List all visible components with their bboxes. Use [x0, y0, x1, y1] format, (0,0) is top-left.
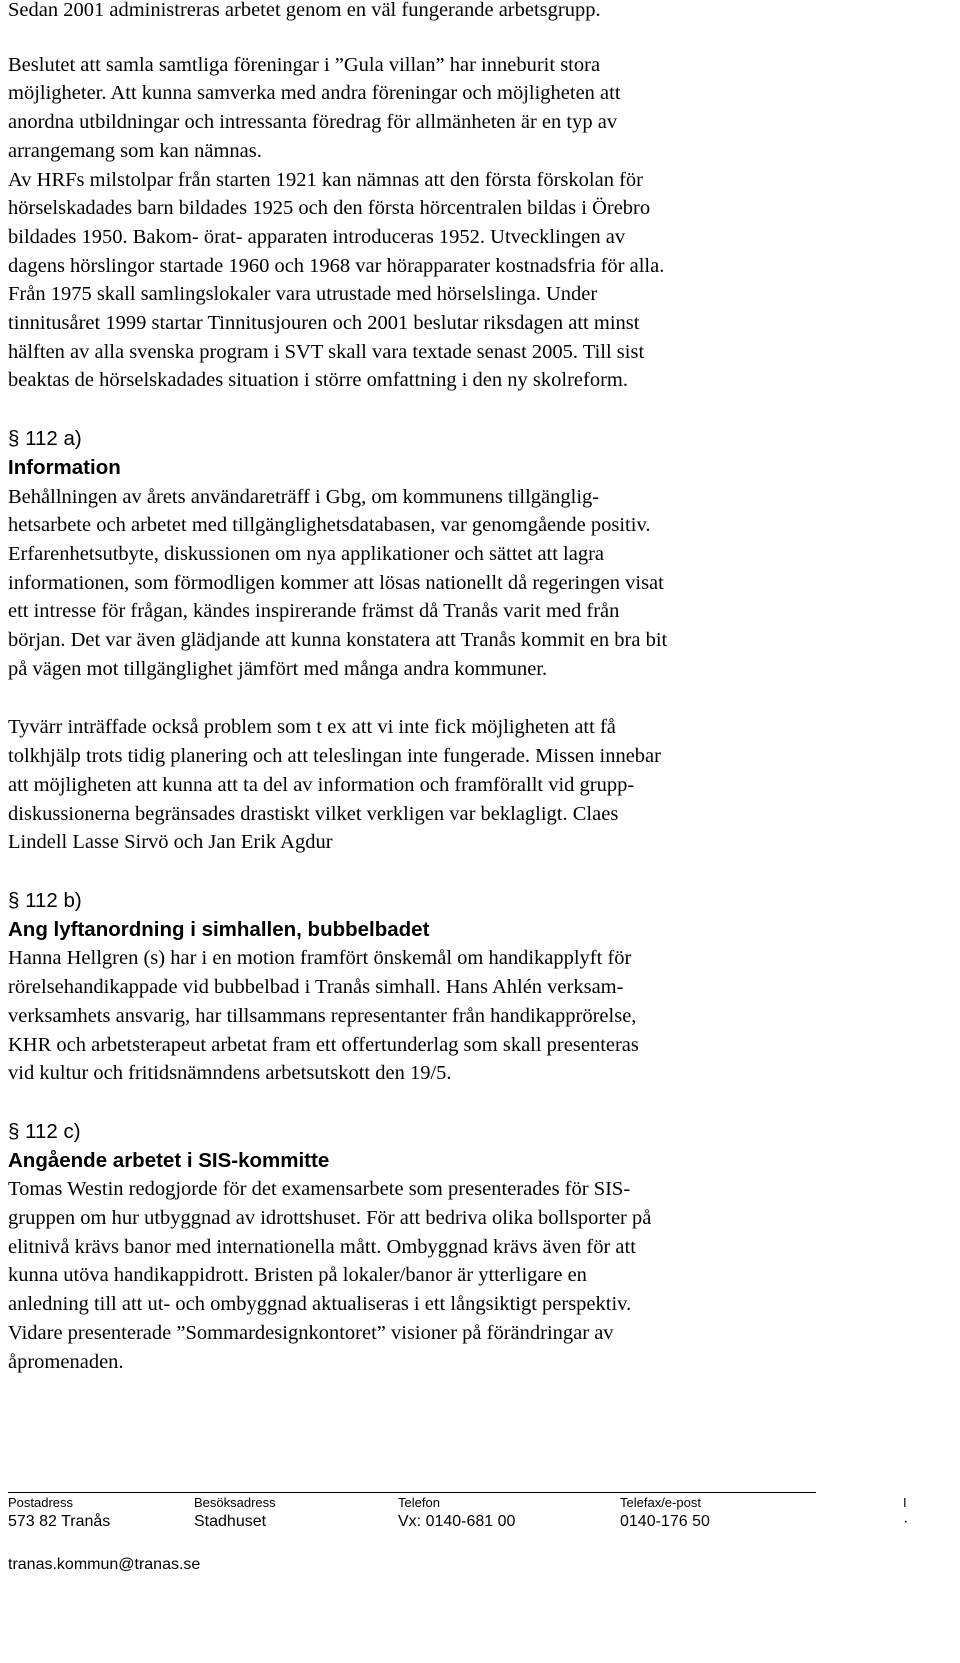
footer-postadress-label: Postadress [8, 1495, 74, 1510]
text-line: Sedan 2001 administreras arbetet genom en väl fungerande arbetsgrupp. [8, 0, 601, 21]
section-number: § 112 b) [8, 888, 82, 912]
footer-cut-label: I [903, 1495, 907, 1510]
text-line: verksamhets ansvarig, har tillsammans representanter från handikapprörelse, [8, 1004, 637, 1027]
text-line: dagens hörslingor startade 1960 och 1968 var hörapparater kostnadsfria för alla. [8, 254, 665, 277]
text-line: vid kultur och fritidsnämndens arbetsutskott den 19/5. [8, 1062, 452, 1085]
text-line: Behållningen av årets användareträff i Gbg, om kommunens tillgänglig- [8, 485, 600, 508]
text-line: möjligheter. Att kunna samverka med andra föreningar och möjligheten att [8, 82, 621, 105]
footer-divider [8, 1492, 816, 1493]
footer-besoksadress-label: Besöksadress [194, 1495, 276, 1510]
text-line: informationen, som förmodligen kommer att lösas nationellt då regeringen visat [8, 571, 664, 594]
footer-telefax-value: 0140-176 50 [620, 1513, 710, 1530]
text-line: arrangemang som kan nämnas. [8, 139, 262, 162]
text-line: Tyvärr inträffade också problem som t ex att vi inte fick möjligheten att få [8, 716, 616, 739]
section-112a-paragraph-2 [8, 713, 908, 857]
footer-telefax-label: Telefax/e-post [620, 1495, 701, 1510]
text-line: åpromenaden. [8, 1350, 124, 1373]
footer-besoksadress-value: Stadhuset [194, 1513, 267, 1530]
text-line: Erfarenhetsutbyte, diskussionen om nya applikationer och sättet att lagra [8, 542, 605, 565]
text-line: på vägen mot tillgänglighet jämfört med många andra kommuner. [8, 657, 548, 680]
document-page [8, 0, 908, 1376]
text-line: KHR och arbetsterapeut arbetat fram ett offertunderlag som skall presenteras [8, 1033, 639, 1056]
text-line: Beslutet att samla samtliga föreningar i ”Gula villan” har inneburit stora [8, 53, 601, 76]
footer-telefon-value: Vx: 0140-681 00 [398, 1513, 516, 1530]
text-line: Vidare presenterade ”Sommardesignkontoret” visioner på förändringar av [8, 1321, 614, 1344]
section-heading-112a [8, 425, 908, 482]
section-heading-112c [8, 1118, 908, 1175]
footer-cut-value: · [903, 1513, 909, 1530]
text-line: ett intresse för frågan, kändes inspirerande främst då Tranås varit med från [8, 600, 620, 623]
text-line: Från 1975 skall samlingslokaler vara utrustade med hörselslinga. Under [8, 283, 598, 306]
text-line: tolkhjälp trots tidig planering och att teleslingan inte fungerade. Missen innebar [8, 745, 661, 768]
text-line: hetsarbete och arbetet med tillgänglighetsdatabasen, var genomgående positiv. [8, 514, 651, 537]
text-line: diskussionerna begränsades drastiskt vilket verkligen var beklagligt. Claes [8, 802, 619, 825]
intro-paragraph-2 [8, 51, 908, 395]
text-line: gruppen om hur utbyggnad av idrottshuset. För att bedriva olika bollsporter på [8, 1207, 652, 1230]
text-line: elitnivå krävs banor med internationella mått. Ombyggnad krävs även för att [8, 1235, 636, 1258]
text-line: Hanna Hellgren (s) har i en motion framfört önskemål om handikapplyft för [8, 947, 632, 970]
footer-telefon-label: Telefon [398, 1495, 440, 1510]
section-number: § 112 c) [8, 1119, 81, 1143]
section-112a-paragraph-1 [8, 483, 908, 684]
text-line: Av HRFs milstolpar från starten 1921 kan nämnas att den första förskolan för [8, 168, 643, 191]
text-line: att möjligheten att kunna att ta del av information och framförallt vid grupp- [8, 773, 635, 796]
text-line: kunna utöva handikappidrott. Bristen på lokaler/banor är ytterligare en [8, 1264, 587, 1287]
text-line: tinnitusåret 1999 startar Tinnitusjouren och 2001 beslutar riksdagen att minst [8, 312, 640, 335]
text-line: Tomas Westin redogjorde för det examensarbete som presenterades för SIS- [8, 1178, 631, 1201]
text-line: anordna utbildningar och intressanta föredrag för allmänheten är en typ av [8, 111, 618, 134]
text-line: beaktas de hörselskadades situation i större omfattning i den ny skolreform. [8, 369, 628, 392]
section-112b-paragraph-1 [8, 944, 908, 1088]
text-line: början. Det var även glädjande att kunna konstatera att Tranås kommit en bra bit [8, 629, 668, 652]
footer-postadress-value: 573 82 Tranås [8, 1513, 111, 1530]
section-heading-112b [8, 887, 908, 944]
intro-paragraph-1 [8, 0, 908, 25]
section-title: Angående arbetet i SIS-kommitte [8, 1148, 330, 1172]
text-line: bildades 1950. Bakom- örat- apparaten introduceras 1952. Utvecklingen av [8, 225, 626, 248]
text-line: hälften av alla svenska program i SVT skall vara textade senast 2005. Till sist [8, 340, 645, 363]
text-line: Lindell Lasse Sirvö och Jan Erik Agdur [8, 831, 333, 854]
text-line: hörselskadades barn bildades 1925 och den första hörcentralen bildas i Örebro [8, 197, 651, 220]
text-line: rörelsehandikappade vid bubbelbad i Tranås simhall. Hans Ahlén verksam- [8, 976, 624, 999]
footer-email-link[interactable]: tranas.kommun@tranas.se [8, 1556, 201, 1573]
text-line: anledning till att ut- och ombyggnad aktualiseras i ett långsiktigt perspektiv. [8, 1293, 632, 1316]
section-title: Ang lyftanordning i simhallen, bubbelbadet [8, 917, 430, 941]
section-112c-paragraph-1 [8, 1175, 908, 1376]
section-number: § 112 a) [8, 427, 82, 451]
section-title: Information [8, 455, 121, 479]
